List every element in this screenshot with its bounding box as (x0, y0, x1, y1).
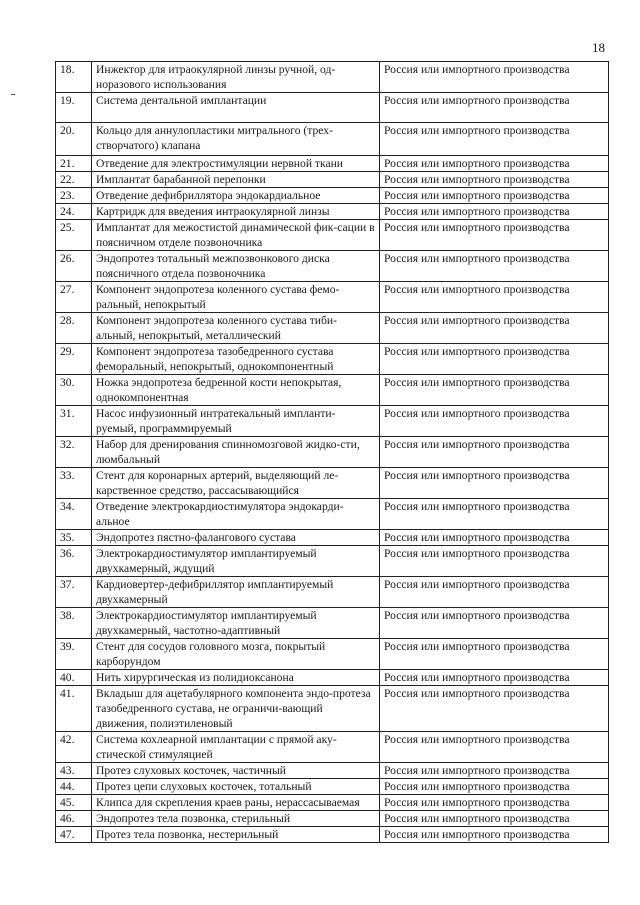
item-origin: Россия или импортного производства (380, 406, 609, 437)
row-number: 25. (56, 220, 92, 251)
row-number: 39. (56, 639, 92, 670)
item-origin: Россия или импортного производства (380, 93, 609, 123)
row-number: 37. (56, 577, 92, 608)
item-origin: Россия или импортного производства (380, 499, 609, 530)
item-name: Инжектор для итраокулярной линзы ручной, од-норазового использования (92, 62, 380, 93)
row-number: 31. (56, 406, 92, 437)
table-row (56, 499, 609, 530)
table-row (56, 577, 609, 608)
row-number: 41. (56, 686, 92, 732)
table-row (56, 546, 609, 577)
row-number: 19. (56, 93, 92, 123)
item-name: Эндопротез пястно-фалангового сустава (92, 530, 380, 546)
row-number: 43. (56, 763, 92, 779)
row-number: 40. (56, 670, 92, 686)
item-origin: Россия или импортного производства (380, 156, 609, 172)
item-origin: Россия или импортного производства (380, 188, 609, 204)
item-name: Система дентальной имплантации (92, 93, 380, 123)
item-origin: Россия или импортного производства (380, 204, 609, 220)
item-origin: Россия или импортного производства (380, 375, 609, 406)
row-number: 35. (56, 530, 92, 546)
item-name: Кольцо для аннулопластики митрального (трех-створчатого) клапана (92, 123, 380, 156)
item-name: Компонент эндопротеза коленного сустава фемо-ральный, непокрытый (92, 282, 380, 313)
item-name: Система кохлеарной имплантации с прямой аку-стической стимуляцией (92, 732, 380, 763)
item-name: Отведение дефибриллятора эндокардиальное (92, 188, 380, 204)
table-row (56, 795, 609, 811)
item-name: Картридж для введения интраокулярной линзы (92, 204, 380, 220)
item-origin: Россия или импортного производства (380, 468, 609, 499)
item-origin: Россия или импортного производства (380, 639, 609, 670)
table-row (56, 811, 609, 827)
table-row (56, 608, 609, 639)
row-number: 32. (56, 437, 92, 468)
table-row (56, 282, 609, 313)
row-number: 45. (56, 795, 92, 811)
item-name: Электрокардиостимулятор имплантируемый двухкамерный, ждущий (92, 546, 380, 577)
row-number: 38. (56, 608, 92, 639)
table-row (56, 172, 609, 188)
items-table (55, 61, 609, 843)
item-origin: Россия или импортного производства (380, 123, 609, 156)
item-name: Имплантат для межостистой динамической фик-сации в поясничном отделе позвоночника (92, 220, 380, 251)
item-name: Отведение электрокардиостимулятора эндокарди-альное (92, 499, 380, 530)
row-number: 21. (56, 156, 92, 172)
table-row (56, 204, 609, 220)
item-name: Ножка эндопротеза бедренной кости непокрытая, однокомпонентная (92, 375, 380, 406)
item-origin: Россия или импортного производства (380, 608, 609, 639)
item-name: Компонент эндопротеза коленного сустава тиби-альный, непокрытый, металлический (92, 313, 380, 344)
item-origin: Россия или импортного производства (380, 546, 609, 577)
table-row (56, 670, 609, 686)
item-name: Нить хирургическая из полидиоксанона (92, 670, 380, 686)
item-origin: Россия или импортного производства (380, 313, 609, 344)
item-name: Вкладыш для ацетабулярного компонента эндо-протеза тазобедренного сустава, не ограничи-вающий движения, полиэтиленовый (92, 686, 380, 732)
item-name: Стент для сосудов головного мозга, покрытый карборундом (92, 639, 380, 670)
item-origin: Россия или импортного производства (380, 811, 609, 827)
item-origin: Россия или импортного производства (380, 670, 609, 686)
item-name: Клипса для скрепления краев раны, нерассасываемая (92, 795, 380, 811)
row-number: 26. (56, 251, 92, 282)
table-row (56, 220, 609, 251)
table-row (56, 763, 609, 779)
page-number: 18 (592, 40, 605, 55)
row-number: 27. (56, 282, 92, 313)
item-origin: Россия или импортного производства (380, 795, 609, 811)
row-number: 23. (56, 188, 92, 204)
row-number: 42. (56, 732, 92, 763)
item-origin: Россия или импортного производства (380, 577, 609, 608)
item-name: Электрокардиостимулятор имплантируемый двухкамерный, частотно-адаптивный (92, 608, 380, 639)
table-row (56, 313, 609, 344)
row-number: 44. (56, 779, 92, 795)
row-number: 20. (56, 123, 92, 156)
table-row (56, 188, 609, 204)
item-name: Насос инфузионный интратекальный импланти-руемый, программируемый (92, 406, 380, 437)
scan-mark (11, 94, 15, 95)
item-name: Протез цепи слуховых косточек, тотальный (92, 779, 380, 795)
item-origin: Россия или импортного производства (380, 530, 609, 546)
item-origin: Россия или импортного производства (380, 437, 609, 468)
item-origin: Россия или импортного производства (380, 172, 609, 188)
row-number: 24. (56, 204, 92, 220)
item-origin: Россия или импортного производства (380, 220, 609, 251)
row-number: 36. (56, 546, 92, 577)
table-row (56, 93, 609, 123)
item-origin: Россия или импортного производства (380, 62, 609, 93)
item-name: Эндопротез тотальный межпозвонкового диска поясничного отдела позвоночника (92, 251, 380, 282)
item-name: Компонент эндопротеза тазобедренного сустава феморальный, непокрытый, однокомпонентный (92, 344, 380, 375)
row-number: 29. (56, 344, 92, 375)
item-origin: Россия или импортного производства (380, 827, 609, 843)
item-name: Протез слуховых косточек, частичный (92, 763, 380, 779)
table-row (56, 251, 609, 282)
item-origin: Россия или импортного производства (380, 251, 609, 282)
table-row (56, 437, 609, 468)
table-row (56, 732, 609, 763)
item-origin: Россия или импортного производства (380, 686, 609, 732)
table-row (56, 779, 609, 795)
item-name: Набор для дренирования спинномозговой жидко-сти, люмбальный (92, 437, 380, 468)
table-row (56, 123, 609, 156)
item-origin: Россия или импортного производства (380, 763, 609, 779)
table-row (56, 639, 609, 670)
table-row (56, 530, 609, 546)
table-row (56, 375, 609, 406)
table-row (56, 344, 609, 375)
table-row (56, 156, 609, 172)
item-origin: Россия или импортного производства (380, 344, 609, 375)
item-origin: Россия или импортного производства (380, 779, 609, 795)
table-row (56, 406, 609, 437)
table-row (56, 468, 609, 499)
row-number: 28. (56, 313, 92, 344)
row-number: 34. (56, 499, 92, 530)
row-number: 33. (56, 468, 92, 499)
row-number: 22. (56, 172, 92, 188)
row-number: 46. (56, 811, 92, 827)
item-name: Эндопротез тела позвонка, стерильный (92, 811, 380, 827)
row-number: 18. (56, 62, 92, 93)
row-number: 30. (56, 375, 92, 406)
item-name: Стент для коронарных артерий, выделяющий ле-карственное средство, рассасывающийся (92, 468, 380, 499)
item-origin: Россия или импортного производства (380, 282, 609, 313)
table-row (56, 827, 609, 843)
item-name: Отведение для электростимуляции нервной ткани (92, 156, 380, 172)
item-name: Кардиовертер-дефибриллятор имплантируемый двухкамерный (92, 577, 380, 608)
table-row (56, 686, 609, 732)
item-name: Протез тела позвонка, нестерильный (92, 827, 380, 843)
item-name: Имплантат барабанной перепонки (92, 172, 380, 188)
table-row (56, 62, 609, 93)
row-number: 47. (56, 827, 92, 843)
item-origin: Россия или импортного производства (380, 732, 609, 763)
items-table-body (56, 62, 609, 843)
